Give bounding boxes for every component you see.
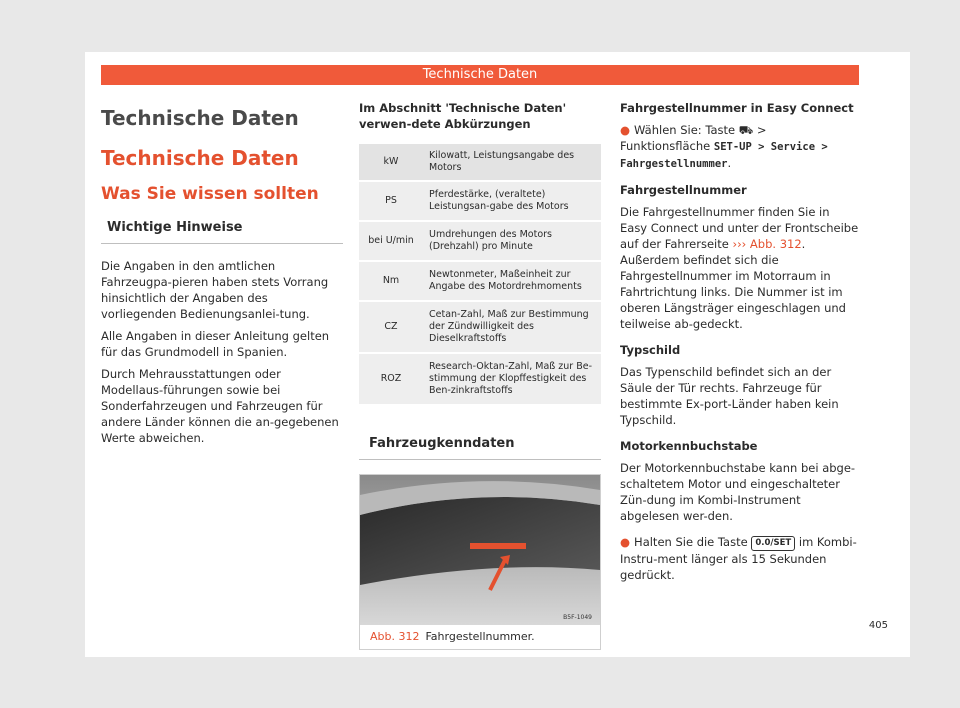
main-heading: Technische Daten [101, 106, 299, 130]
table-row [359, 302, 601, 352]
figure-code: B5F-1049 [563, 614, 592, 621]
vin-heading: Fahrgestellnummer [620, 183, 747, 197]
figure-vin [359, 474, 601, 650]
menu-path: SET-UP > Service > Fahrgestellnummer [620, 141, 828, 170]
vehicle-data-heading: Fahrzeugkenndaten [359, 406, 601, 460]
bullet-text: . [727, 156, 732, 170]
table-row [359, 144, 601, 180]
paragraph: Durch Mehrausstattungen oder Modellaus-führungen sowie bei Sonderfahrzeugen und Fahrzeugen für andere Länder können die an-gegebenen Werte abweichen. [101, 367, 339, 445]
manual-page [85, 52, 910, 657]
abbr-key: Nm [359, 262, 423, 300]
bullet-text: Wählen Sie: Taste [634, 123, 736, 137]
bullet-icon: ● [620, 535, 631, 549]
abbreviations-title: Im Abschnitt 'Technische Daten' verwen-dete Abkürzungen [359, 101, 567, 131]
bullet-instruction [620, 534, 860, 583]
abbr-value: Kilowatt, Leistungsangabe des Motors [423, 144, 601, 180]
section-heading: Technische Daten [101, 146, 299, 170]
abbr-value: Cetan-Zahl, Maß zur Bestimmung der Zündwilligkeit des Dieselkraftstoffs [423, 302, 601, 352]
vin-windshield-illustration [360, 475, 600, 625]
subsection-heading: Was Sie wissen sollten [101, 184, 319, 204]
abbr-value: Newtonmeter, Maßeinheit zur Angabe des Motordrehmoments [423, 262, 601, 300]
caption-label: Abb. 312 [370, 630, 420, 643]
chapter-header: Technische Daten [101, 65, 859, 85]
paragraph [620, 204, 860, 332]
paragraph: Die Angaben in den amtlichen Fahrzeugpa-pieren haben stets Vorrang hinsichtlich der Angaben des vorliegenden Bedienungsanlei-tung. [101, 259, 329, 321]
abbr-key: kW [359, 144, 423, 180]
abbr-value: Umdrehungen des Motors (Drehzahl) pro Minute [423, 222, 601, 260]
abbr-key: CZ [359, 302, 423, 352]
bullet-icon: ● [620, 123, 631, 137]
table-row [359, 182, 601, 220]
abbr-value: Pferdestärke, (veraltete) Leistungsan-gabe des Motors [423, 182, 601, 220]
table-row [359, 262, 601, 300]
bullet-text: im Kombi-Instru-ment länger als 15 Sekunden gedrückt. [620, 535, 857, 582]
paragraph: Alle Angaben in dieser Anleitung gelten für das Grundmodell in Spanien. [101, 329, 330, 359]
column-left [101, 104, 343, 452]
set-key-icon: 0.0/SET [751, 536, 795, 551]
column-right [620, 100, 860, 589]
column-middle [359, 100, 601, 650]
abbr-key: ROZ [359, 354, 423, 404]
paragraph-text: . Außerdem befindet sich die Fahrgestellnummer im Motorraum in Fahrtrichtung links. Die Nummer ist im oberen Längsträger eingeschlagen und teilweise ab-gedeckt. [620, 237, 846, 331]
type-plate-heading: Typschild [620, 343, 681, 357]
abbr-key: PS [359, 182, 423, 220]
abbr-key: bei U/min [359, 222, 423, 260]
paragraph: Das Typenschild befindet sich an der Säule der Tür rechts. Fahrzeuge für bestimmte Ex-port-Länder haben kein Typschild. [620, 365, 839, 427]
paragraph: Der Motorkennbuchstabe kann bei abge-schaltetem Motor und eingeschalteter Zün-dung im Kombi-Instrument abgelesen wer-den. [620, 461, 856, 523]
car-menu-icon: ⛟ [738, 123, 754, 137]
vin-label [470, 543, 526, 549]
bullet-text: Halten Sie die Taste [634, 535, 752, 549]
caption-text: Fahrgestellnummer. [425, 630, 535, 643]
engine-code-heading: Motorkennbuchstabe [620, 439, 758, 453]
paragraph-text: Die Fahrgestellnummer finden Sie in Easy Connect und unter der Frontscheibe auf der Fahrerseite [620, 205, 859, 251]
bullet-text: > Funktionsfläche [620, 123, 767, 153]
table-row [359, 222, 601, 260]
bullet-instruction [620, 122, 860, 172]
table-row [359, 354, 601, 404]
page-number: 405 [868, 620, 888, 631]
notes-heading: Wichtige Hinweise [101, 212, 343, 244]
figure-caption [360, 625, 600, 649]
abbreviations-table [359, 142, 601, 406]
easy-connect-heading: Fahrgestellnummer in Easy Connect [620, 101, 854, 115]
figure-reference-link[interactable]: ››› Abb. 312 [732, 237, 802, 251]
abbr-value: Research-Oktan-Zahl, Maß zur Be-stimmung der Klopffestigkeit des Ben-zinkraftstoffs [423, 354, 601, 404]
